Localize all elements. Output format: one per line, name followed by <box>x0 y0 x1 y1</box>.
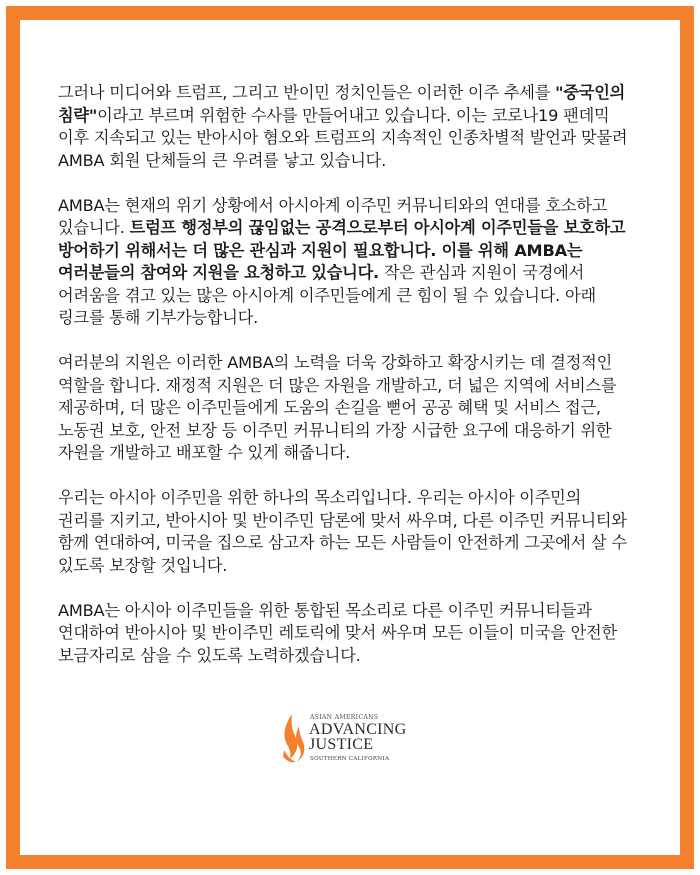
paragraph-5: AMBA는 아시아 이주민들을 위한 통합된 목소리로 다른 이주민 커뮤니티들과 연대하여 반아시아 및 반이주민 레토릭에 맞서 싸우며 모든 이들이 미국을 안전한 보금자리로 삼을 수 있도록 노력하겠습니다. <box>58 600 617 665</box>
logo-tagline: ASIAN AMERICANS <box>310 714 379 721</box>
paragraph-2-text-a: AMBA는 현재의 위기 상황에서 아시아계 이주민 커뮤니티와의 연대를 호소하고 있습니다. <box>58 195 608 237</box>
paragraph-2-text-b: 작은 관심과 지원이 국경에서 어려움을 겪고 있는 많은 아시아계 이주민들에게 큰 힘이 될 수 있습니다. 아래 링크를 통해 기부가능합니다. <box>58 263 596 327</box>
paragraph-1-text-a: 그러나 미디어와 트럼프, 그리고 반이민 정치인들은 이러한 이주 추세를 <box>58 83 556 102</box>
logo-region: SOUTHERN CALIFORNIA <box>310 756 390 762</box>
paragraph-2-bold: 트럼프 행정부의 끊임없는 공격으로부터 아시아계 이주민들을 보호하고 방어하기 위해서는 더 많은 관심과 지원이 필요합니다. 이를 위해 AMBA는 여러분들의 참여와 지원을 요청하고 있습니다. <box>58 218 626 282</box>
paragraph-1-bold: "중국인의 침략" <box>58 83 626 125</box>
logo-title-line2: JUSTICE <box>309 736 374 753</box>
flame-logo-icon <box>280 712 306 768</box>
paragraph-1 <box>58 82 628 172</box>
paragraph-4: 우리는 아시아 이주민을 위한 하나의 목소리입니다. 우리는 아시아 이주민의 권리를 지키고, 반아시아 및 반이주민 담론에 맞서 싸우며, 다른 이주민 커뮤니티와 함께 연대하여, 미국을 집으로 삼고자 하는 모든 사람들이 안전하게 그곳에서 살 수 있도록 보장할 것입니다. <box>58 488 627 575</box>
paragraph-2 <box>58 195 628 330</box>
amba-logo <box>262 710 438 772</box>
logo-title-line1: ADVANCING <box>309 721 407 738</box>
document-body <box>58 82 628 667</box>
paragraph-1-text-b: 이라고 부르며 위험한 수사를 만들어내고 있습니다. 이는 코로나19 팬데믹 이후 지속되고 있는 반아시아 혐오와 트럼프의 지속적인 인종차별적 발언과 맞물려 AMBA 회원 단체들의 큰 우려를 낳고 있습니다. <box>58 105 628 170</box>
paragraph-3: 여러분의 지원은 이러한 AMBA의 노력을 더욱 강화하고 확장시키는 데 결정적인 역할을 합니다. 재정적 지원은 더 많은 자원을 개발하고, 더 넓은 지역에 서비스를 제공하며, 더 많은 이주민들에게 도움의 손길을 뻗어 공공 혜택 및 서비스 접근, 노동권 보호, 안전 보장 등 이주민 커뮤니티의 가장 시급한 요구에 대응하기 위한 자원을 개발하고 배포할 수 있게 해줍니다. <box>58 353 617 462</box>
